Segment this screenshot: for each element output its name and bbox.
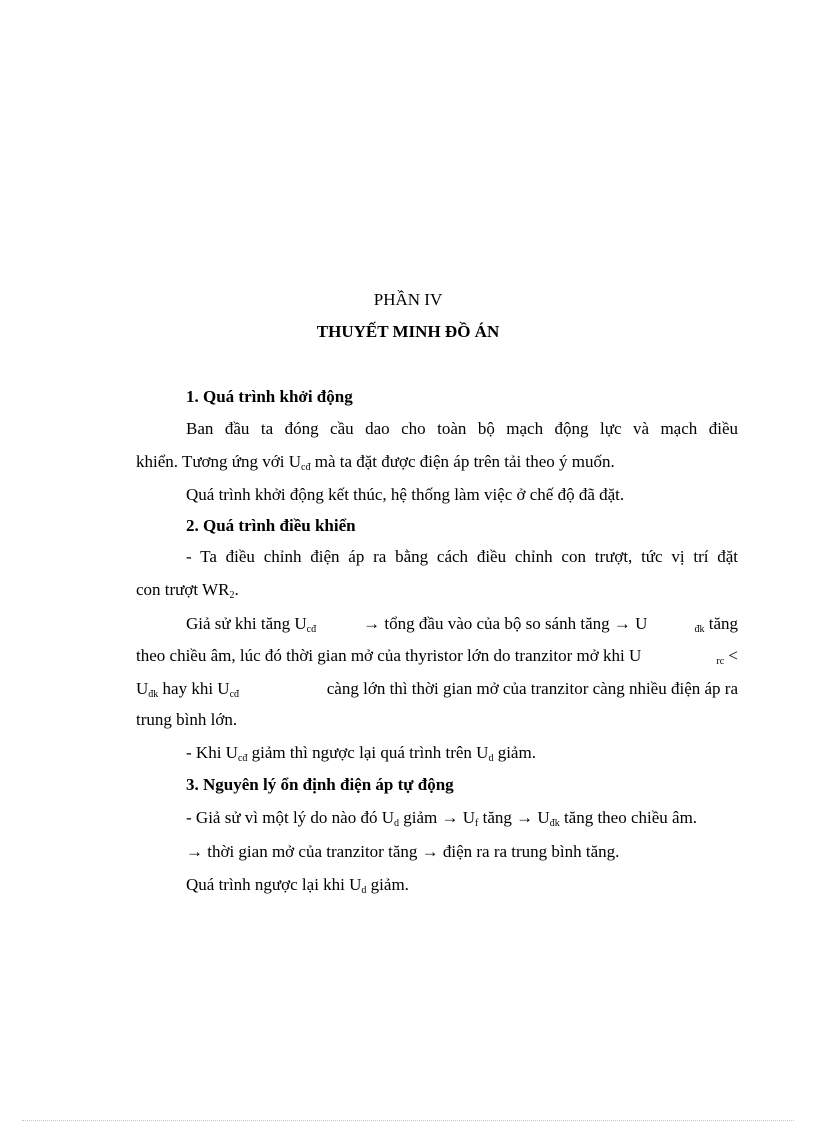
section-1-line-3: Quá trình khởi động kết thúc, hệ thống làm việc ở chế độ đã đặt. bbox=[186, 485, 625, 504]
document-title: THUYẾT MINH ĐỒ ÁN bbox=[316, 322, 500, 341]
section-2-line-6: trung bình lớn. bbox=[136, 710, 238, 729]
part-number: PHẦN IV bbox=[373, 290, 443, 309]
section-2-line-7: - Khi $U_{cđ}$ giảm thì ngược lại quá trình trên $U_d$ giảm. bbox=[186, 743, 536, 764]
section-1-line-2: khiển. Tương ứng với $U_{cđ}$ mà ta đặt được điện áp trên tải theo ý muốn. bbox=[136, 452, 615, 473]
section-2-line-5: $U_{đk}$ hay khi $U_{cđ}$ càng lớn thì thời gian mở của tranzitor càng nhiều điện áp ra bbox=[136, 679, 738, 700]
section-3-line-1: - Giả sử vì một lý do nào đó $U_d$ giảm → $U_f$ tăng → $U_{đk}$ tăng theo chiều âm. bbox=[186, 808, 698, 829]
section-3-line-3: Quá trình ngược lại khi $U_d$ giảm. bbox=[186, 875, 409, 896]
section-1-heading: 1. Quá trình khởi động bbox=[186, 387, 353, 406]
section-2-line-4: theo chiều âm, lúc đó thời gian mở của thyristor lớn do tranzitor mở khi U $_{rc}$ < bbox=[136, 646, 738, 667]
section-3-heading: 3. Nguyên lý ổn định điện áp tự động bbox=[186, 775, 454, 794]
section-2-heading: 2. Quá trình điều khiển bbox=[186, 516, 356, 535]
section-2-line-1: - Ta điều chỉnh điện áp ra bằng cách điều chỉnh con trượt, tức vị trí đặt bbox=[186, 547, 738, 566]
section-2-line-2: con trượt $WR_2$. bbox=[136, 580, 239, 601]
page-bottom-border bbox=[22, 1120, 794, 1121]
section-2-line-3: Giả sử khi tăng $U_{cđ}$ → tổng đầu vào của bộ so sánh tăng → U $_{đk}$ tăng bbox=[186, 614, 738, 635]
section-3-line-2: → thời gian mở của tranzitor tăng → điện ra ra trung bình tăng. bbox=[186, 842, 620, 861]
section-1-line-1: Ban đầu ta đóng cầu dao cho toàn bộ mạch động lực và mạch điều bbox=[186, 419, 738, 438]
